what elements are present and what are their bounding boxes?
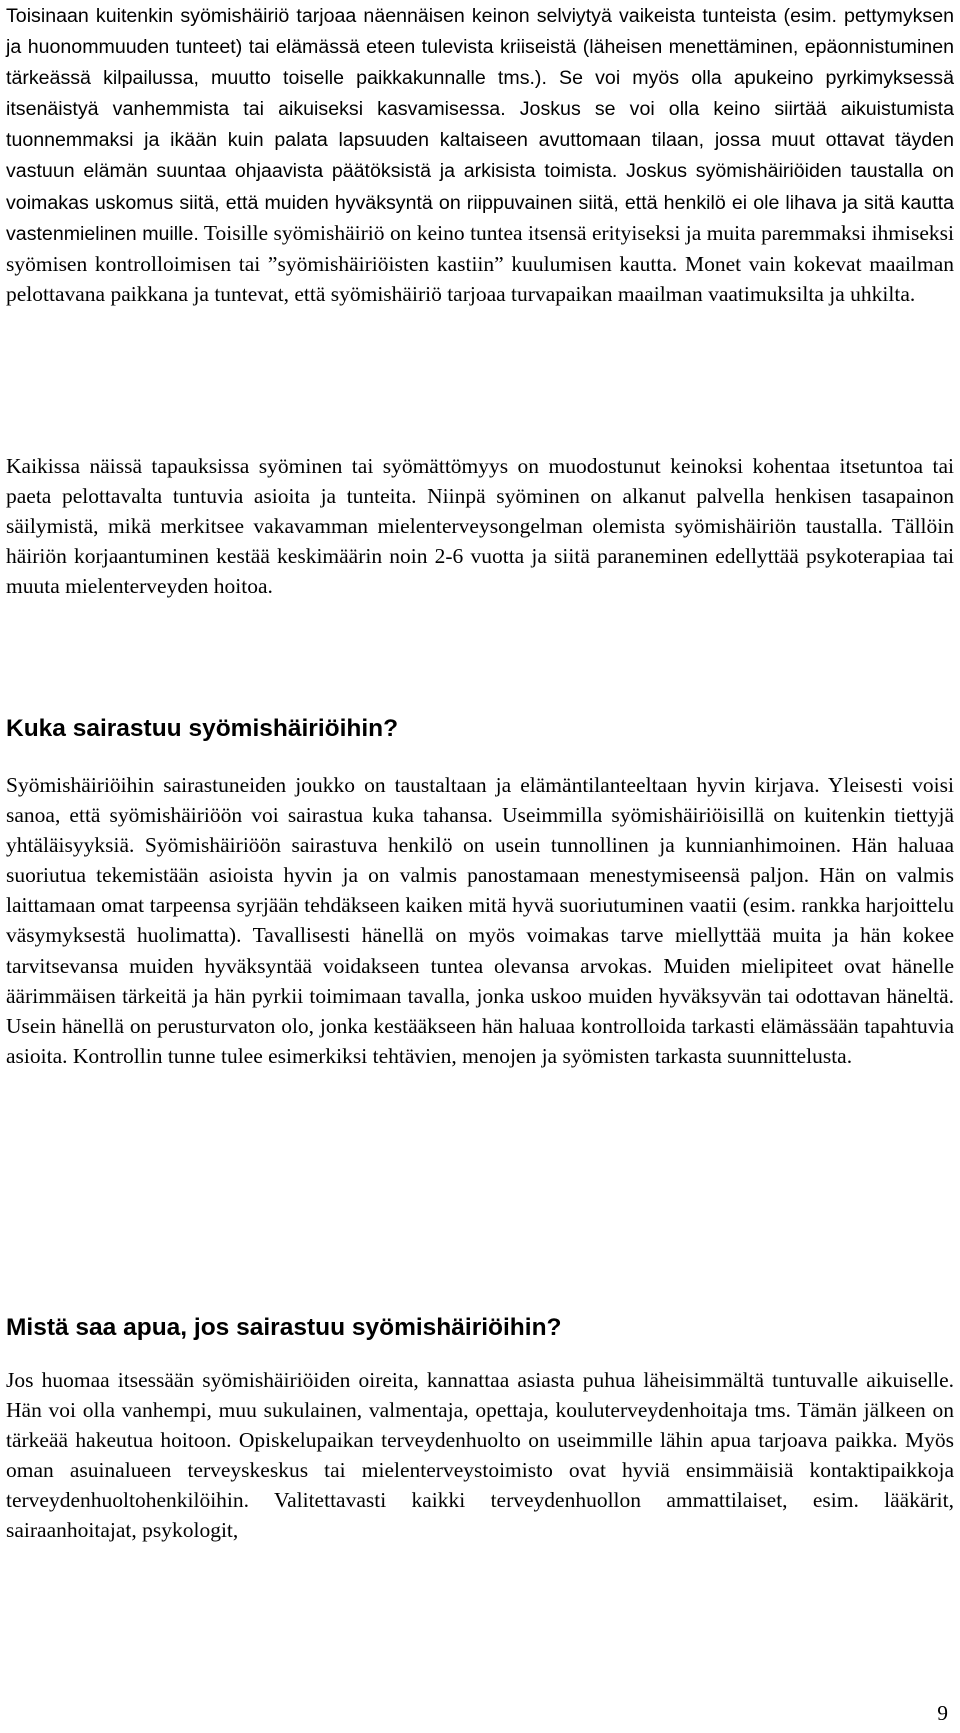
paragraph-coping-sans-part: Toisinaan kuitenkin syömishäiriö tarjoaa näennäisen keinon selviytyä vaikeista tunteista (esim. pettymyksen ja huonommuuden tunteet) tai elämässä eteen tulevista kriiseistä (läheisen menettäminen, epäonnistuminen tärkeässä kilpailussa, muutto toiselle paikkakunnalle tms.). Se voi myös olla apukeino pyrkimyksessä itsenäistyä vanhemmista tai aikuiseksi kasvamisessa. Joskus se voi olla keino siirtää aikuistumista tuonnemmaksi ja ikään kuin palata lapsuuden kaltaiseen avuttomaan tilaan, jossa muut ottavat täyden vastuun elämän suuntaa ohjaavista päätöksistä ja arkisista toimista. Joskus syömishäiriöiden taustalla on voimakas uskomus siitä, että muiden hyväksyntä on riippuvainen siitä, että henkilö ei ole lihava ja sitä kautta vastenmielinen muille. (6, 5, 954, 245)
paragraph-who-gets-ill: Syömishäiriöihin sairastuneiden joukko on taustaltaan ja elämäntilanteeltaan hyvin kirjava. Yleisesti voisi sanoa, että syömishäiriöön voi sairastua kuka tahansa. Useimmilla syömishäiriöisillä on kuitenkin tiettyjä yhtäläisyyksiä. Syömishäiriöön sairastuva henkilö on usein tunnollinen ja kunnianhimoinen. Hän haluaa suoriutua tekemistään asioista hyvin ja on valmis panostamaan menestymiseensä paljon. Hän on valmis laittamaan omat tarpeensa syrjään tehdäkseen kaiken mitä hyvä suoriutuminen vaatii (esim. rankka harjoittelu väsymyksestä huolimatta). Tavallisesti hänellä on myös voimakas tarve miellyttää muita ja hän kokee tarvitsevansa muiden hyväksyntää voidakseen tuntea olevansa arvokas. Muiden mielipiteet ovat hänelle äärimmäisen tärkeitä ja hän pyrkii toimimaan tavalla, jonka uskoo muiden hyväksyvän tai odottavan häneltä. Usein hänellä on perusturvaton olo, jonka kestääkseen hän haluaa kontrolloida tarkasti elämässään tapahtuvia asioita. Kontrollin tunne tulee esimerkiksi tehtävien, menojen ja syömisten tarkasta suunnittelusta. (6, 773, 954, 1068)
paragraph-where-to-get-help: Jos huomaa itsessään syömishäiriöiden oireita, kannattaa asiasta puhua läheisimmältä tuntuvalle aikuiselle. Hän voi olla vanhempi, muu sukulainen, valmentaja, opettaja, kouluterveydenhoitaja tms. Tämän jälkeen on tärkeää hakeutua hoitoon. Opiskelupaikan terveydenhuolto on useimmille lähin apua tarjoava paikka. Myös oman asuinalueen terveyskeskus tai mielenterveystoimisto ovat hyviä ensimmäisiä kontaktipaikkoja terveydenhuoltohenkilöihin. Valitettavasti kaikki terveydenhuollon ammattilaiset, esim. lääkärit, sairaanhoitajat, psykologit, (6, 1368, 954, 1543)
paragraph-coping-serif-part: Toisille syömishäiriö on keino tuntea itsensä erityiseksi ja muita paremmaksi ihmiseksi syömisen kontrolloimisen tai ”syömishäiriöisten kastiin” kuulumisen kautta. Monet vain kokevat maailman pelottavana paikkana ja tuntevat, että syömishäiriö tarjoaa turvapaikan maailman vaatimuksilta ja uhkilta. (6, 220, 954, 306)
page-number: 9 (937, 1701, 948, 1725)
paragraph-coping (6, 0, 954, 309)
heading-where-to-get-help: Mistä saa apua, jos sairastuu syömishäiriöihin? (6, 1314, 562, 1341)
paragraph-self-esteem: Kaikissa näissä tapauksissa syöminen tai syömättömyys on muodostunut keinoksi kohentaa itsetuntoa tai paeta pelottavalta tuntuvia asioita ja tunteita. Niinpä syöminen on alkanut palvella henkisen tasapainon säilymistä, mikä merkitsee vakavamman mielenterveysongelman olemista syömishäiriön taustalla. Tällöin häiriön korjaantuminen kestää keskimäärin noin 2-6 vuotta ja siitä paraneminen edellyttää psykoterapiaa tai muuta mielenterveyden hoitoa. (6, 454, 954, 599)
heading-who-gets-ill: Kuka sairastuu syömishäiriöihin? (6, 715, 399, 742)
